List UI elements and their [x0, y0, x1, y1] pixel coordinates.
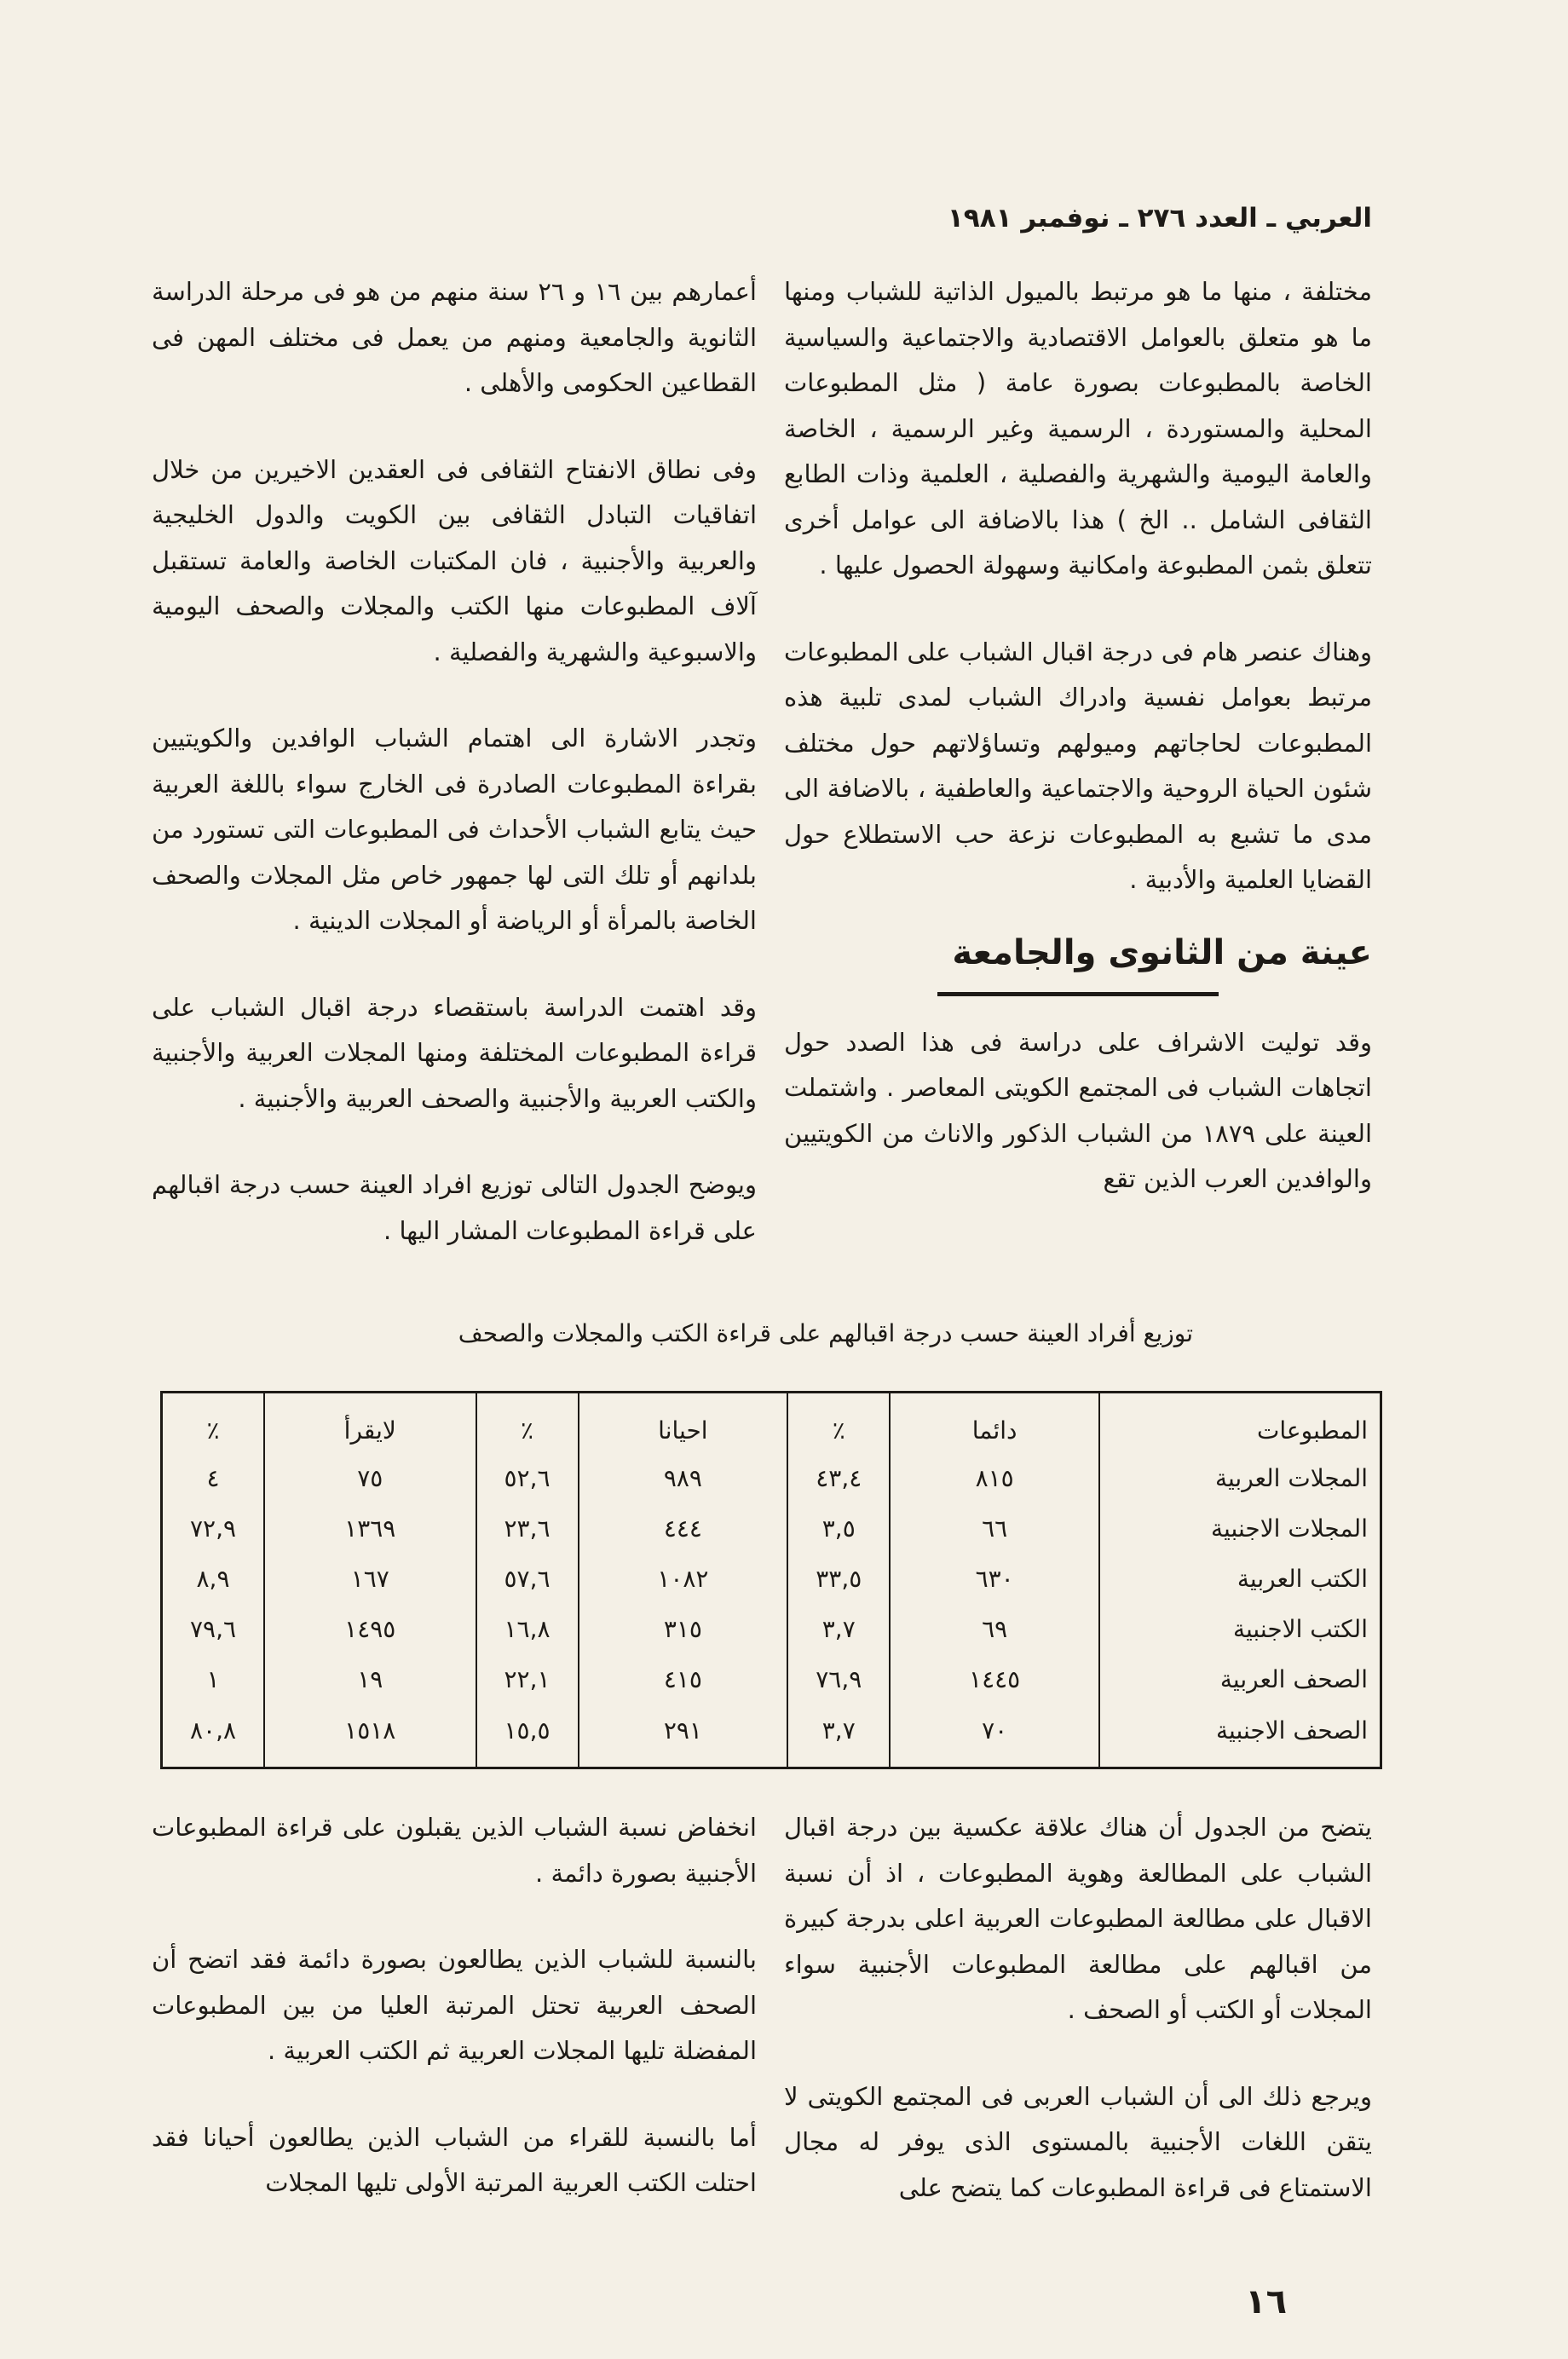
table-cell: المجلات العربية: [1099, 1453, 1381, 1503]
column-header: لايقرأ: [264, 1393, 476, 1454]
paragraph: ويرجع ذلك الى أن الشباب العربى فى المجتمع الكويتى لا يتقن اللغات الأجنبية بالمستوى الذى يوفر له مجال الاستمتاع فى قراءة المطبوعات كما يتضح على: [784, 2081, 1372, 2202]
column-header: ٪: [162, 1393, 265, 1454]
table-cell: ٣,٥: [787, 1503, 890, 1554]
table-row: [162, 1554, 1381, 1604]
table-cell: ٣,٧: [787, 1604, 890, 1654]
table-header-row: [162, 1393, 1381, 1454]
table-cell: ١٦,٨: [476, 1604, 579, 1654]
paragraph: انخفاض نسبة الشباب الذين يقبلون على قراءة المطبوعات الأجنبية بصورة دائمة .: [152, 1813, 757, 1888]
table-cell: ١: [162, 1654, 265, 1704]
table-cell: ٧٩,٦: [162, 1604, 265, 1654]
table-cell: ١٥١٨: [264, 1704, 476, 1768]
table-cell: ٣,٧: [787, 1704, 890, 1768]
table-row: [162, 1704, 1381, 1768]
table-cell: ٣١٥: [579, 1604, 788, 1654]
section-heading: عينة من الثانوى والجامعة: [952, 932, 1372, 972]
table-cell: ٢٩١: [579, 1704, 788, 1768]
paragraph: أعمارهم بين ١٦ و ٢٦ سنة منهم من هو فى مرحلة الدراسة الثانوية والجامعية ومنهم من يعمل فى مختلف المهن فى القطاعين الحكومى والأهلى .: [152, 277, 757, 397]
table-row: [162, 1453, 1381, 1503]
table-cell: ٦٩: [890, 1604, 1099, 1654]
paragraph: وفى نطاق الانفتاح الثقافى فى العقدين الاخيرين من خلال اتفاقيات التبادل الثقافى بين الكويت والدول الخليجية والعربية والأجنبية ، فان المكتبات الخاصة والعامة تستقبل آلاف المطبوعات منها الكتب والمجلات والصحف اليومية والاسبوعية والشهرية والفصلية .: [152, 454, 757, 666]
readership-table: [160, 1391, 1382, 1769]
table-cell: ٧٥: [264, 1453, 476, 1503]
table-cell: ٦٣٠: [890, 1554, 1099, 1604]
paragraph: يتضح من الجدول أن هناك علاقة عكسية بين درجة اقبال الشباب على المطالعة وهوية المطبوعات ، اذ أن نسبة الاقبال على مطالعة المطبوعات العربية اعلى بدرجة كبيرة من اقبالهم على مطالعة المطبوعات الأجنبية سواء المجلات أو الكتب أو الصحف .: [784, 1813, 1372, 2024]
table-cell: ٨٠,٨: [162, 1704, 265, 1768]
table-cell: الكتب العربية: [1099, 1554, 1381, 1604]
table-cell: ٢٢,١: [476, 1654, 579, 1704]
table-cell: الصحف العربية: [1099, 1654, 1381, 1704]
table-cell: ٤: [162, 1453, 265, 1503]
table-cell: المجلات الاجنبية: [1099, 1503, 1381, 1554]
table-caption: توزيع أفراد العينة حسب درجة اقبالهم على قراءة الكتب والمجلات والصحف: [458, 1319, 1193, 1347]
table-cell: الصحف الاجنبية: [1099, 1704, 1381, 1768]
table-cell: ٤٤٤: [579, 1503, 788, 1554]
table-row: [162, 1503, 1381, 1554]
table-row: [162, 1654, 1381, 1704]
table-cell: ١٤٤٥: [890, 1654, 1099, 1704]
table-cell: ٤٣,٤: [787, 1453, 890, 1503]
table-cell: ٨,٩: [162, 1554, 265, 1604]
table-cell: ٨١٥: [890, 1453, 1099, 1503]
table-cell: ٩٨٩: [579, 1453, 788, 1503]
table-cell: ٧٢,٩: [162, 1503, 265, 1554]
column-header: احيانا: [579, 1393, 788, 1454]
table-cell: ٤١٥: [579, 1654, 788, 1704]
column-header: المطبوعات: [1099, 1393, 1381, 1454]
paragraph: مختلفة ، منها ما هو مرتبط بالميول الذاتية للشباب ومنها ما هو متعلق بالعوامل الاقتصادية والاجتماعية والسياسية الخاصة بالمطبوعات بصورة عامة ( مثل المطبوعات المحلية والمستوردة ، الرسمية وغير الرسمية ، الخاصة والعامة اليومية والشهرية والفصلية ، العلمية وذات الطابع الثقافى الشامل .. الخ ) هذا بالاضافة الى عوامل أخرى تتعلق بثمن المطبوعة وامكانية وسهولة الحصول عليها .: [784, 277, 1372, 580]
table-cell: ١٩: [264, 1654, 476, 1704]
table-cell: ١٥,٥: [476, 1704, 579, 1768]
table-cell: ٣٣,٥: [787, 1554, 890, 1604]
table-cell: ١٤٩٥: [264, 1604, 476, 1654]
lower-right-column: [784, 1805, 1372, 2252]
paragraph: وقد اهتمت الدراسة باستقصاء درجة اقبال الشباب على قراءة المطبوعات المختلفة ومنها المجلات العربية والأجنبية والكتب العربية والأجنبية والصحف العربية والأجنبية .: [152, 992, 757, 1113]
paragraph: وقد توليت الاشراف على دراسة فى هذا الصدد حول اتجاهات الشباب فى المجتمع الكويتى المعاصر . واشتملت العينة على ١٨٧٩ من الشباب الذكور والاناث من الكويتيين والوافدين العرب الذين تقع: [784, 1027, 1373, 1193]
column-header: ٪: [787, 1393, 890, 1454]
upper-left-column: [152, 269, 757, 1295]
table-cell: ٥٧,٦: [476, 1554, 579, 1604]
table-cell: ٧٦,٩: [787, 1654, 890, 1704]
table-cell: ٧٠: [890, 1704, 1099, 1768]
table-cell: ٢٣,٦: [476, 1503, 579, 1554]
table-cell: ٥٢,٦: [476, 1453, 579, 1503]
table-cell: ١٣٦٩: [264, 1503, 476, 1554]
heading-underline: [937, 992, 1219, 996]
table-cell: الكتب الاجنبية: [1099, 1604, 1381, 1654]
column-header: دائما: [890, 1393, 1099, 1454]
column-header: ٪: [476, 1393, 579, 1454]
running-head: العربي ـ العدد ٢٧٦ ـ نوفمبر ١٩٨١: [947, 203, 1372, 234]
paragraph: وتجدر الاشارة الى اهتمام الشباب الوافدين والكويتيين بقراءة المطبوعات الصادرة فى الخارج سواء باللغة العربية حيث يتابع الشباب الأحداث فى المطبوعات التى تستورد من بلدانهم أو تلك التى لها جمهور خاص مثل المجلات والصحف الخاصة بالمرأة أو الرياضة أو المجلات الدينية .: [152, 724, 757, 935]
paragraph: ويوضح الجدول التالى توزيع افراد العينة حسب درجة اقبالهم على قراءة المطبوعات المشار اليها .: [152, 1170, 757, 1245]
page-number: ١٦: [1245, 2282, 1287, 2322]
table-cell: ١٦٧: [264, 1554, 476, 1604]
table-cell: ٦٦: [890, 1503, 1099, 1554]
table-cell: ١٠٨٢: [579, 1554, 788, 1604]
lower-left-column: [152, 1805, 757, 2247]
table-row: [162, 1604, 1381, 1654]
upper-right-column: [784, 269, 1372, 1243]
paragraph: بالنسبة للشباب الذين يطالعون بصورة دائمة فقد اتضح أن الصحف العربية تحتل المرتبة العليا من بين المطبوعات المفضلة تليها المجلات العربية ثم الكتب العربية .: [152, 1945, 757, 2065]
paragraph: أما بالنسبة للقراء من الشباب الذين يطالعون أحيانا فقد احتلت الكتب العربية المرتبة الأولى تليها المجلات: [152, 2122, 757, 2197]
paragraph: وهناك عنصر هام فى درجة اقبال الشباب على المطبوعات مرتبط بعوامل نفسية وادراك الشباب لمدى تلبية هذه المطبوعات لحاجاتهم وميولهم وتساؤلاتهم حول مختلف شئون الحياة الروحية والاجتماعية والعاطفية ، بالاضافة الى مدى ما تشبع به المطبوعات نزعة حب الاستطلاع حول القضايا العلمية والأدبية .: [784, 637, 1372, 894]
